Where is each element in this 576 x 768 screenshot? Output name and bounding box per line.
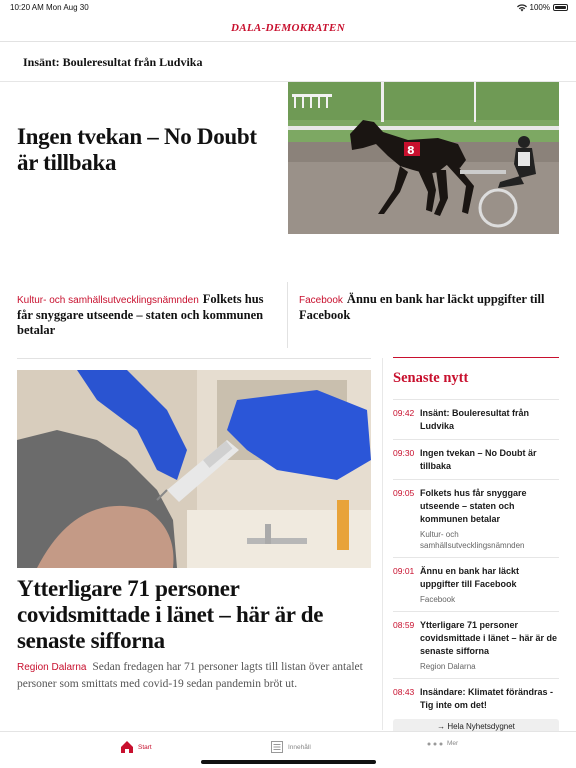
column-divider (287, 282, 288, 348)
status-right (517, 3, 568, 12)
wifi-icon (517, 4, 527, 12)
latest-news-time: 09:01 (393, 566, 415, 576)
main-story-tag: Region Dalarna (17, 662, 87, 673)
status-bar (0, 0, 576, 14)
breaking-news-text[interactable]: Insänt: Bouleresultat från Ludvika (23, 55, 203, 69)
latest-news-headline[interactable]: Folkets hus får snyggare utseende – staten och kommunen betalar (420, 488, 527, 524)
latest-news-item[interactable] (393, 479, 559, 557)
story-card-bank-leak[interactable] (299, 292, 557, 323)
latest-news-headline[interactable]: Insänt: Bouleresultat från Ludvika (420, 408, 530, 431)
main-story-title[interactable]: Ytterligare 71 personer covidsmittade i länet – här är de senaste sifforna (17, 576, 324, 653)
latest-news-item[interactable] (393, 557, 559, 611)
main-story-lead-text: Sedan fredagen har 71 personer lagts till listan över antalet personer som smittats med covid-19 sedan pandemin bröt ut. (17, 661, 363, 690)
latest-news-item[interactable] (393, 439, 559, 479)
all-news-label: Hela Nyhetsdygnet (447, 722, 515, 731)
story-card-folkets-hus[interactable] (17, 292, 272, 338)
newspaper-icon (270, 740, 284, 754)
latest-news-time: 08:43 (393, 687, 415, 697)
more-icon (427, 741, 443, 747)
status-date: Mon Aug 30 (46, 3, 89, 12)
battery-icon (553, 4, 568, 11)
battery-percent: 100% (529, 3, 550, 12)
home-icon (120, 740, 134, 754)
status-time: 10:20 AM (10, 3, 44, 12)
latest-news-headline[interactable]: Ingen tvekan – No Doubt är tillbaka (420, 448, 537, 471)
latest-news-tag: Kultur- och samhällsutvecklingsnämnden (420, 530, 525, 550)
main-story-lead[interactable] (17, 659, 375, 692)
latest-news-item[interactable] (393, 611, 559, 678)
tab-start[interactable] (120, 740, 152, 754)
arrow-right-icon: → (437, 722, 446, 731)
story-title[interactable]: Folkets hus får snyggare utseende – staten och kommunen betalar (17, 292, 264, 337)
harness-racing-photo[interactable] (288, 82, 559, 234)
tab-innehall[interactable] (270, 740, 311, 754)
section-divider (17, 358, 371, 359)
latest-news-item[interactable] (393, 678, 559, 718)
story-tag: Facebook (299, 295, 343, 306)
latest-news-title: Senaste nytt (393, 370, 469, 386)
sidebar-divider (382, 358, 383, 730)
story-title[interactable]: Ännu en bank har läckt uppgifter till Facebook (299, 292, 545, 322)
svg-text:8: 8 (407, 144, 415, 157)
tab-label: Start (138, 743, 152, 751)
latest-news-headline[interactable]: Ytterligare 71 personer covidsmittade i länet – här är de senaste sifforna (420, 620, 558, 656)
tab-label: Mer (447, 740, 459, 747)
tab-label: Innehåll (288, 743, 311, 751)
latest-news-headline[interactable]: Insändare: Klimatet förändras - Tig inte om det! (420, 687, 554, 710)
latest-news-tag: Facebook (420, 595, 456, 604)
brand-logo[interactable]: DALA-DEMOKRATEN (231, 21, 345, 34)
latest-news-time: 09:42 (393, 408, 415, 418)
breaking-news-bar[interactable] (0, 42, 576, 82)
latest-news-time: 09:30 (393, 448, 415, 458)
latest-news-time: 09:05 (393, 488, 415, 498)
tab-mer[interactable] (427, 740, 458, 747)
app-header (0, 14, 576, 42)
latest-news-tag: Region Dalarna (420, 662, 476, 671)
latest-news-item[interactable] (393, 399, 559, 439)
home-indicator[interactable] (201, 760, 376, 764)
latest-news-time: 08:59 (393, 620, 415, 630)
vaccination-photo[interactable] (17, 370, 371, 568)
latest-news-panel (393, 357, 559, 718)
story-tag: Kultur- och samhällsutvecklingsnämnden (17, 295, 199, 306)
top-story-title[interactable]: Ingen tvekan – No Doubt är tillbaka (17, 124, 257, 175)
latest-news-headline[interactable]: Ännu en bank har läckt uppgifter till Facebook (420, 566, 520, 589)
